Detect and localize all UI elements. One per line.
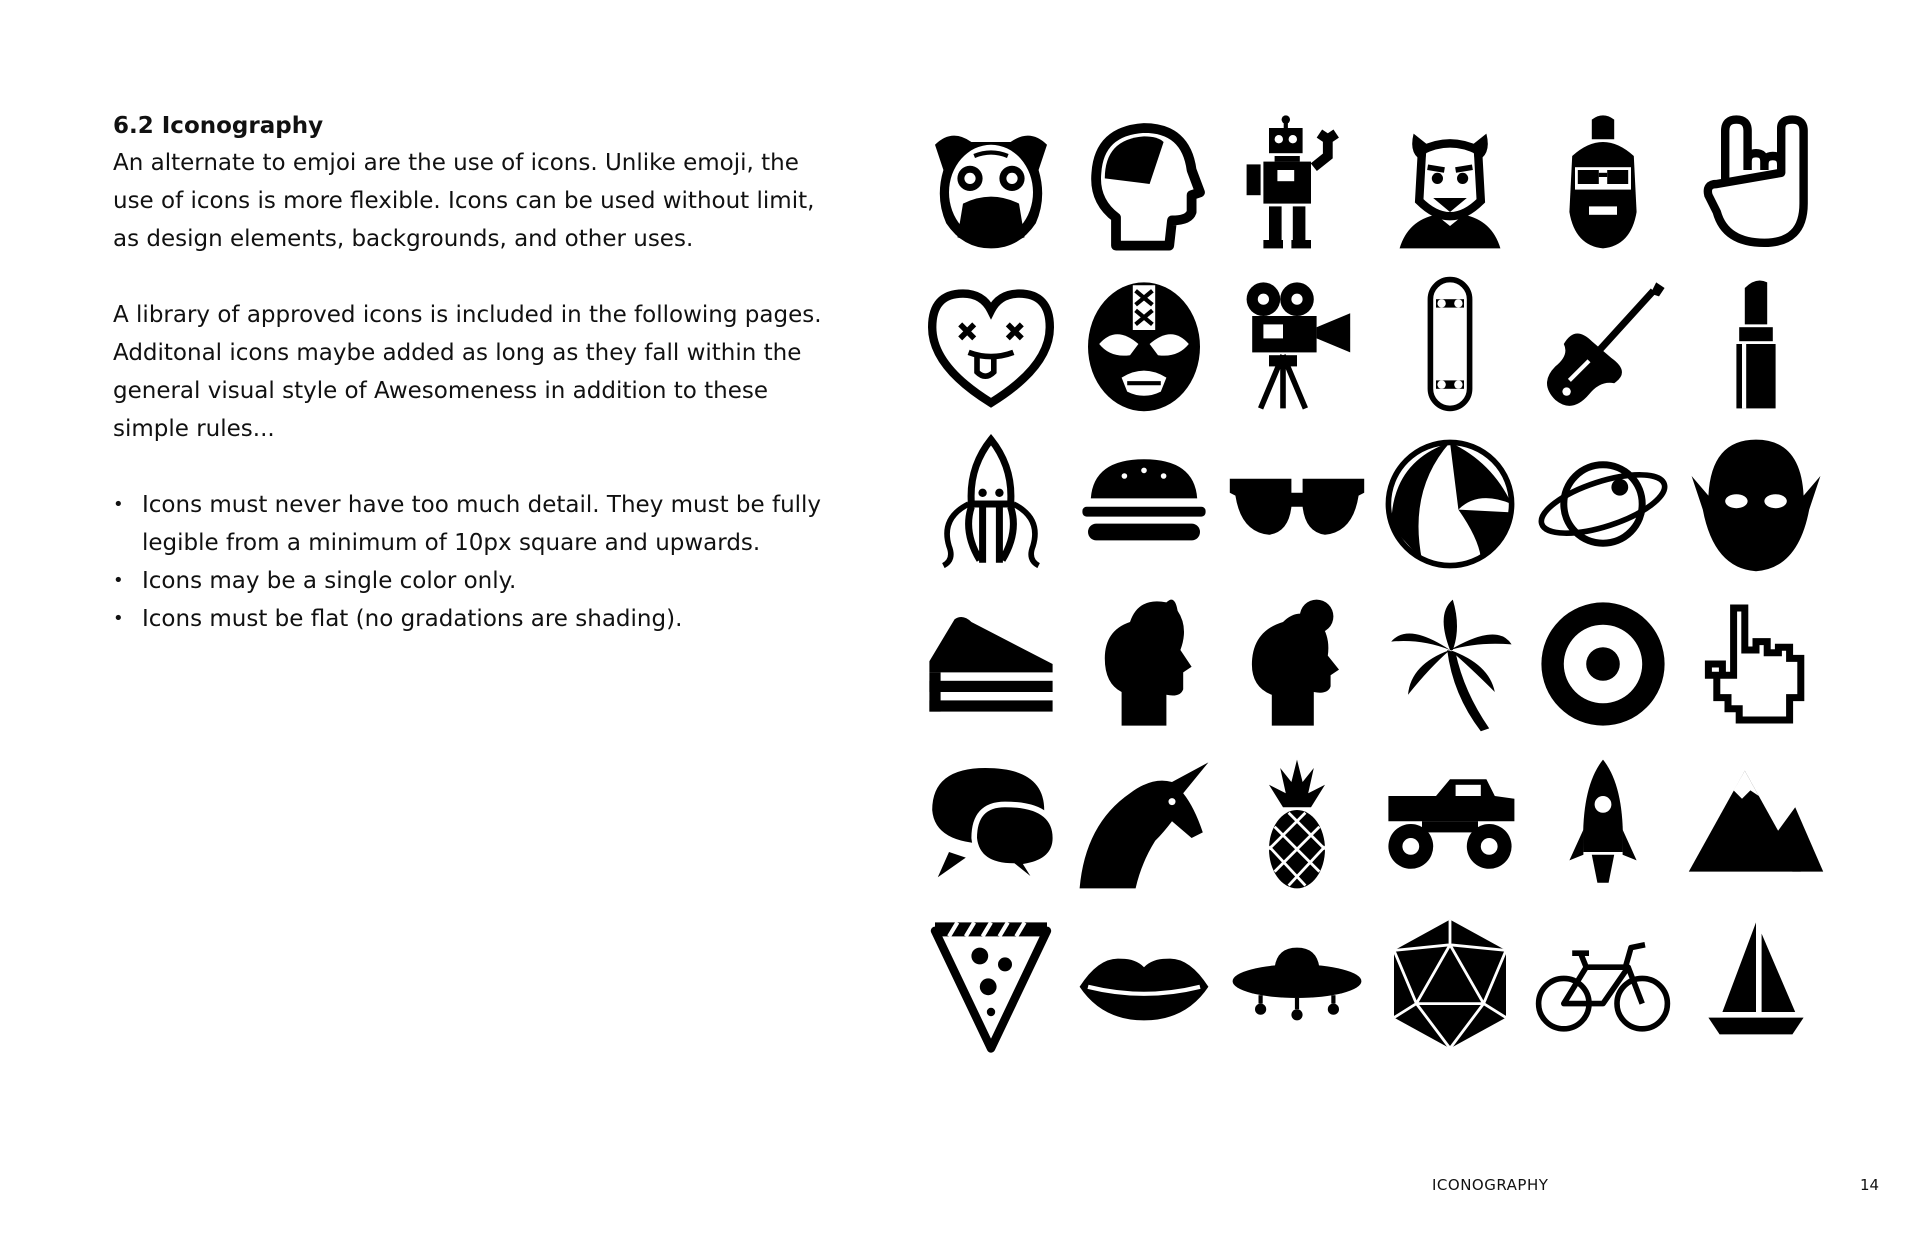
planet-icon [1533,434,1673,574]
cake-slice-icon [921,594,1061,734]
intro-paragraph: An alternate to emjoi are the use of icons. Unlike emoji, the use of icons is more flexible. Icons can be used without limit, as design elements, backgrounds, and other uses. [113,150,815,252]
pug-icon [921,114,1061,254]
bearded-man-icon [1533,114,1673,254]
chat-bubbles-icon [921,754,1061,894]
skateboard-icon [1380,274,1520,414]
monster-truck-icon [1380,754,1520,894]
beach-ball-icon [1380,434,1520,574]
mountain-icon [1686,754,1826,894]
film-camera-icon [1227,274,1367,414]
d20-icon [1380,914,1520,1054]
rules-list [113,486,833,638]
pixel-hand-cursor-icon [1686,594,1826,734]
woman-silhouette-icon [1227,594,1367,734]
section-title: 6.2 Iconography [113,113,324,139]
text-column [113,108,833,638]
sailboat-icon [1686,914,1826,1054]
palm-tree-icon [1380,594,1520,734]
rule-item: • Icons must never have too much detail. They must be fully legible from a minimum of 10px square and upwards. [113,486,833,562]
lips-icon [1074,914,1214,1054]
head-profile-icon [1074,114,1214,254]
heart-face-icon [921,274,1061,414]
bicycle-icon [1533,914,1673,1054]
alien-head-icon [1686,434,1826,574]
page-number: 14 [1860,1176,1880,1194]
rule-item: • Icons may be a single color only. [113,562,833,600]
robot-icon [1227,114,1367,254]
rock-hand-icon [1686,114,1826,254]
library-paragraph: A library of approved icons is included in the following pages. Additonal icons maybe added as long as they fall within the general visual style of Awesomeness in addition to these simple rules... [113,302,822,442]
rocket-icon [1533,754,1673,894]
target-icon [1533,594,1673,734]
squid-icon [921,434,1061,574]
luchador-mask-icon [1074,274,1214,414]
sunglasses-icon [1227,434,1367,574]
footer-section-label: ICONOGRAPHY [1432,1176,1549,1194]
unicorn-icon [1074,754,1214,894]
rule-item: • Icons must be flat (no gradations are shading). [113,600,833,638]
electric-guitar-icon [1533,274,1673,414]
devil-icon [1380,114,1520,254]
pizza-slice-icon [921,914,1061,1054]
pineapple-icon [1227,754,1367,894]
lipstick-icon [1686,274,1826,414]
icon-grid [914,104,1834,1104]
man-silhouette-icon [1074,594,1214,734]
ufo-icon [1227,914,1367,1054]
burger-icon [1074,434,1214,574]
